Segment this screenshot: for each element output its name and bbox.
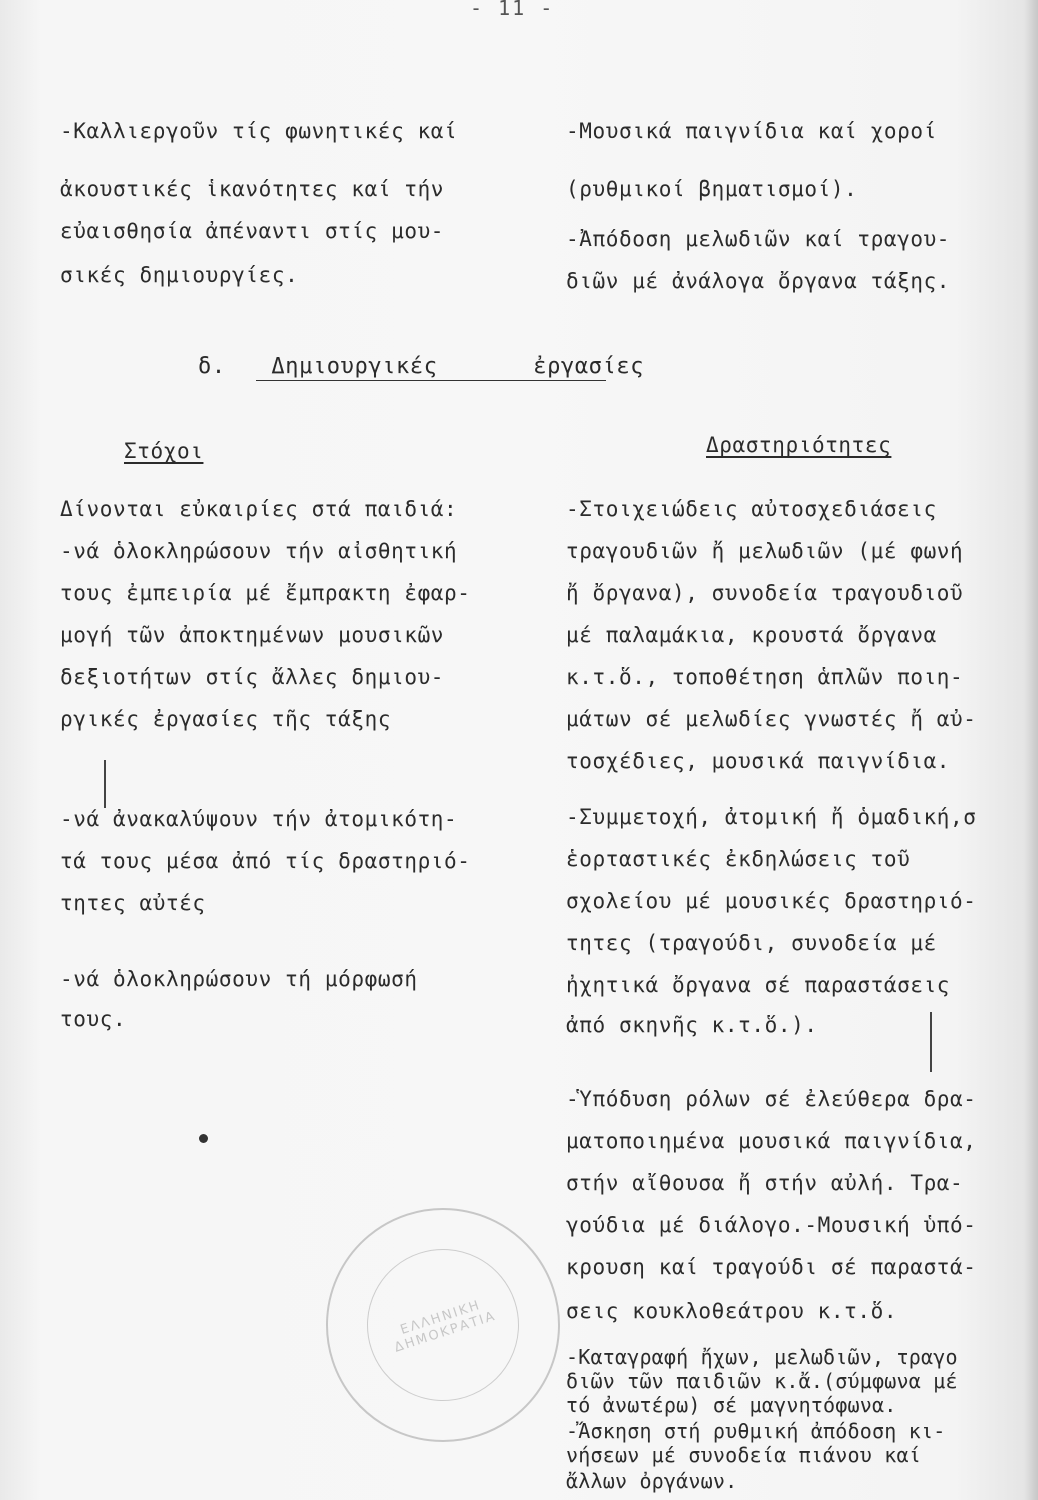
activities-line-11: τητες (τραγούδι, συνοδεία μέ: [566, 931, 937, 955]
intro-right-line-2: (ρυθμικοί βηματισμοί).: [566, 177, 858, 201]
activities-line-22: τό ἀνωτέρω) σέ μαγνητόφωνα.: [566, 1393, 897, 1417]
goals-line-1: Δίνονται εὐκαιρίες στά παιδιά:: [60, 497, 458, 521]
goals-line-3: τους ἐμπειρία μέ ἔμπρακτη ἐφαρ-: [60, 581, 471, 605]
activities-line-17: γούδια μέ διάλογο.-Μουσική ὑπό-: [566, 1213, 977, 1237]
intro-left-line-2: ἀκουστικές ἱκανότητες καί τήν: [60, 177, 445, 201]
intro-left-line-4: σικές δημιουργίες.: [60, 263, 299, 287]
activities-line-21: διῶν τῶν παιδιῶν κ.ἄ.(σύμφωνα μέ: [566, 1369, 958, 1393]
intro-left-line-3: εὐαισθησία ἀπέναντι στίς μου-: [60, 219, 445, 243]
page-edge-shadow: [1024, 0, 1038, 1500]
goals-line-6: ργικές ἐργασίες τῆς τάξης: [60, 707, 392, 731]
intro-right-line-1: -Μουσικά παιγνίδια καί χοροί: [566, 119, 937, 143]
page-number: - 11 -: [470, 0, 555, 20]
goals-line-9: τητες αὐτές: [60, 891, 206, 915]
activities-line-25: ἄλλων ὀργάνων.: [566, 1469, 738, 1493]
activities-line-12: ἠχητικά ὄργανα σέ παραστάσεις: [566, 973, 951, 997]
margin-mark: [104, 760, 106, 808]
activities-line-19: σεις κουκλοθεάτρου κ.τ.ὅ.: [566, 1299, 898, 1323]
activities-line-13: ἀπό σκηνῆς κ.τ.ὅ.).: [566, 1013, 818, 1037]
goals-line-2: -νά ὁλοκληρώσουν τήν αἰσθητική: [60, 539, 458, 563]
goals-heading: Στόχοι: [124, 439, 204, 463]
activities-line-24: νήσεων μέ συνοδεία πιάνου καί: [566, 1443, 921, 1467]
ink-dot: [199, 1134, 208, 1143]
activities-line-15: ματοποιημένα μουσικά παιγνίδια,: [566, 1129, 977, 1153]
intro-right-line-3: -Ἀπόδοση μελωδιῶν καί τραγου-: [566, 227, 951, 251]
section-title-part2: ἐργασίες: [533, 354, 645, 379]
goals-line-7: -νά ἀνακαλύψουν τήν ἀτομικότη-: [60, 807, 458, 831]
goals-line-4: μογή τῶν ἀποκτημένων μουσικῶν: [60, 623, 445, 647]
goals-line-10: -νά ὁλοκληρώσουν τή μόρφωσή: [60, 967, 418, 991]
intro-left-line-1: -Καλλιεργοῦν τίς φωνητικές καί: [60, 119, 458, 143]
activities-line-4: μέ παλαμάκια, κρουστά ὄργανα: [566, 623, 937, 647]
stamp-text: ΕΛΛΗΝΙΚΗ ΔΗΜΟΚΡΑΤΙΑ: [392, 1297, 499, 1356]
activities-line-16: στήν αἴθουσα ἤ στήν αὐλή. Τρα-: [566, 1171, 964, 1195]
activities-heading: Δραστηριότητες: [706, 433, 892, 457]
goals-line-11: τους.: [60, 1007, 127, 1031]
goals-line-5: δεξιοτήτων στίς ἄλλες δημιου-: [60, 665, 445, 689]
activities-line-23: -Ἄσκηση στή ρυθμική ἀπόδοση κι-: [566, 1419, 946, 1443]
activities-line-8: -Συμμετοχή, ἀτομική ἤ ὁμαδική,σ: [566, 805, 977, 829]
activities-line-14: -Ὑπόδυση ρόλων σέ ἐλεύθερα δρα-: [566, 1087, 977, 1111]
activities-line-9: ἑορταστικές ἐκδηλώσεις τοῦ: [566, 847, 911, 871]
intro-right-line-4: διῶν μέ ἀνάλογα ὄργανα τάξης.: [566, 269, 951, 293]
goals-line-8: τά τους μέσα ἀπό τίς δραστηριό-: [60, 849, 471, 873]
activities-line-3: ἤ ὄργανα), συνοδεία τραγουδιοῦ: [566, 581, 964, 605]
activities-line-18: κρουση καί τραγούδι σέ παραστά-: [566, 1255, 977, 1279]
activities-line-1: -Στοιχειώδεις αὐτοσχεδιάσεις: [566, 497, 937, 521]
margin-mark-right: [930, 1012, 932, 1072]
section-heading-underline: [256, 380, 606, 381]
activities-line-5: κ.τ.ὅ., τοποθέτηση ἁπλῶν ποιη-: [566, 665, 964, 689]
activities-line-7: τοσχέδιες, μουσικά παιγνίδια.: [566, 749, 951, 773]
section-heading: [198, 354, 644, 379]
activities-line-10: σχολείου μέ μουσικές δραστηριό-: [566, 889, 977, 913]
activities-line-6: μάτων σέ μελωδίες γνωστές ἤ αὐ-: [566, 707, 977, 731]
official-stamp: [296, 1178, 591, 1473]
activities-line-20: -Καταγραφή ἤχων, μελωδιῶν, τραγο: [566, 1345, 958, 1369]
activities-line-2: τραγουδιῶν ἤ μελωδιῶν (μέ φωνή: [566, 539, 964, 563]
section-number: δ.: [198, 354, 226, 379]
section-title-part1: Δημιουργικές: [271, 354, 438, 379]
official-stamp-inner: [347, 1229, 539, 1421]
